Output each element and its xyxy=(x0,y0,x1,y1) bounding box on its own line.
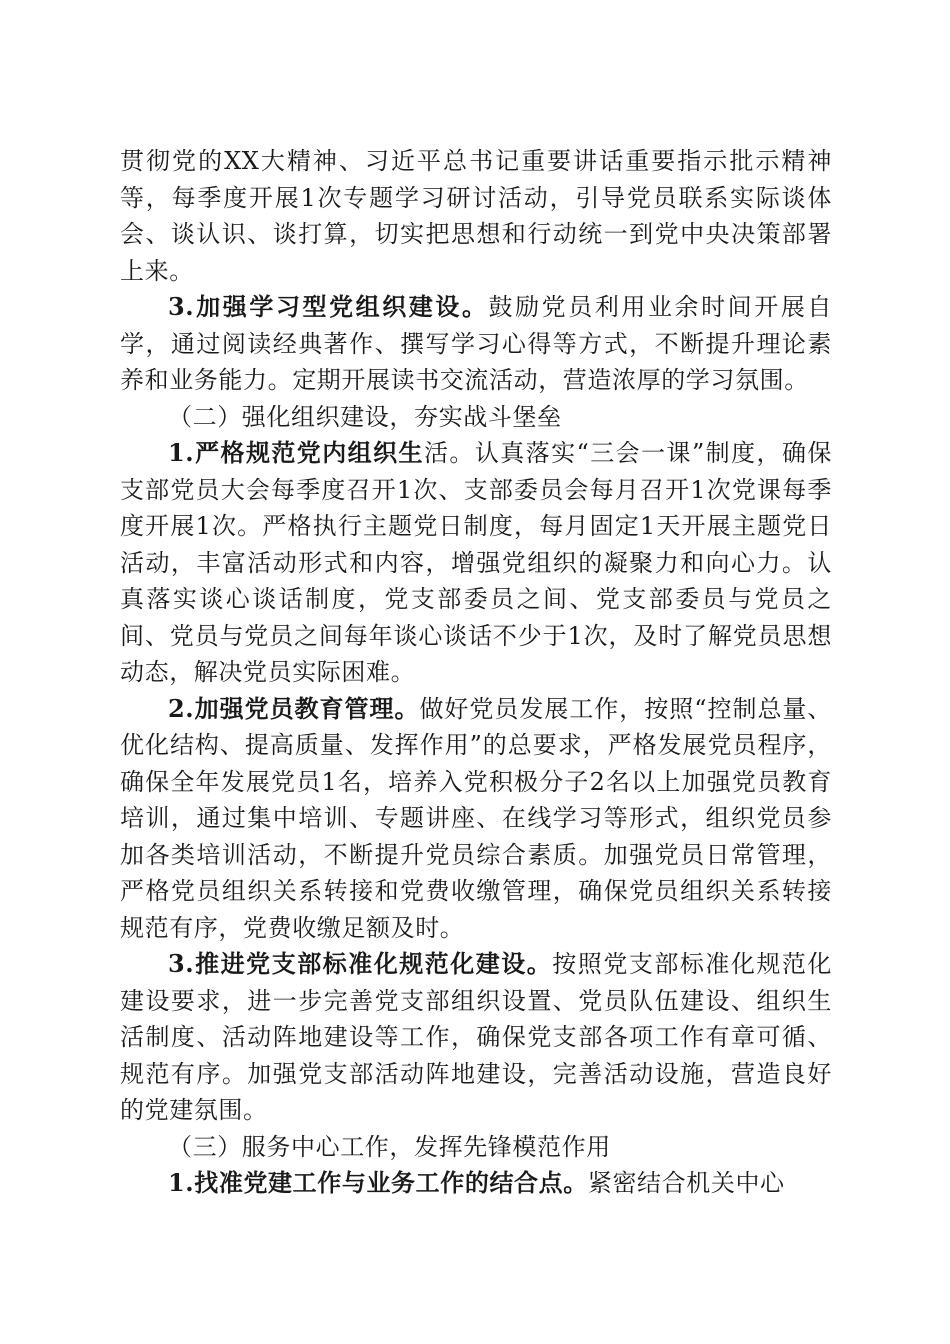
paragraph-lead: 3.推进党支部标准化规范化建设。 xyxy=(168,949,553,978)
paragraph-standardization xyxy=(120,946,832,1129)
paragraph-body: 贯彻党的XX大精神、习近平总书记重要讲话重要指示批示精神等，每季度开展1次专题学习研讨活动，引导党员联系实际谈体会、谈认识、谈打算，切实把思想和行动统一到党中央决策部署上来。 xyxy=(120,147,832,285)
paragraph-body: 鼓励党员利用业余时间开展自学，通过阅读经典著作、撰写学习心得等方式，不断提升理论素养和业务能力。定期开展读书交流活动，营造浓厚的学习氛围。 xyxy=(120,293,832,394)
paragraph-body: 活。认真落实“三会一课”制度，确保支部党员大会每季度召开1次、支部委员会每月召开1次党课每季度开展1次。严格执行主题党日制度，每月固定1天开展主题党日活动，丰富活动形式和内容，增强党组织的凝聚力和向心力。认真落实谈心谈话制度，党支部委员之间、党支部委员与党员之间、党员与党员之间每年谈心谈话不少于1次，及时了解党员思想动态，解决党员实际困难。 xyxy=(120,439,832,686)
paragraph-lead: 1.严格规范党内组织生 xyxy=(168,438,424,467)
paragraph-lead: 2.加强党员教育管理。 xyxy=(168,693,420,723)
paragraph-body: 按照党支部标准化规范化建设要求，进一步完善党支部组织设置、党员队伍建设、组织生活制度、活动阵地建设等工作，确保党支部各项工作有章可循、规范有序。加强党支部活动阵地建设，完善活动设施，营造良好的党建氛围。 xyxy=(120,950,832,1124)
paragraph-learning-organization xyxy=(120,289,832,399)
paragraph-integration xyxy=(120,1165,832,1202)
paragraph-organization-life xyxy=(120,435,832,691)
document-page xyxy=(120,143,832,1202)
section-heading-service: （三）服务中心工作，发挥先锋模范作用 xyxy=(168,1132,611,1161)
paragraph-study-spirit xyxy=(120,143,832,289)
paragraph-body: 紧密结合机关中心 xyxy=(587,1169,785,1197)
paragraph-lead: 3.加强学习型党组织建设。 xyxy=(168,292,489,321)
section-heading-organization: （二）强化组织建设，夯实战斗堡垒 xyxy=(168,402,562,431)
paragraph-body: 做好党员发展工作，按照“控制总量、优化结构、提高质量、发挥作用”的总要求，严格发展党员程序，确保全年发展党员1名，培养入党积极分子2名以上加强党员教育培训，通过集中培训、专题讲座、在线学习等形式，组织党员参加各类培训活动，不断提升党员综合素质。加强党员日常管理，严格党员组织关系转接和党费收缴管理，确保党员组织关系转接规范有序，党费收缴足额及时。 xyxy=(120,694,832,942)
paragraph-lead: 1.找准党建工作与业务工作的结合点。 xyxy=(168,1168,588,1197)
paragraph-member-education xyxy=(120,691,832,947)
